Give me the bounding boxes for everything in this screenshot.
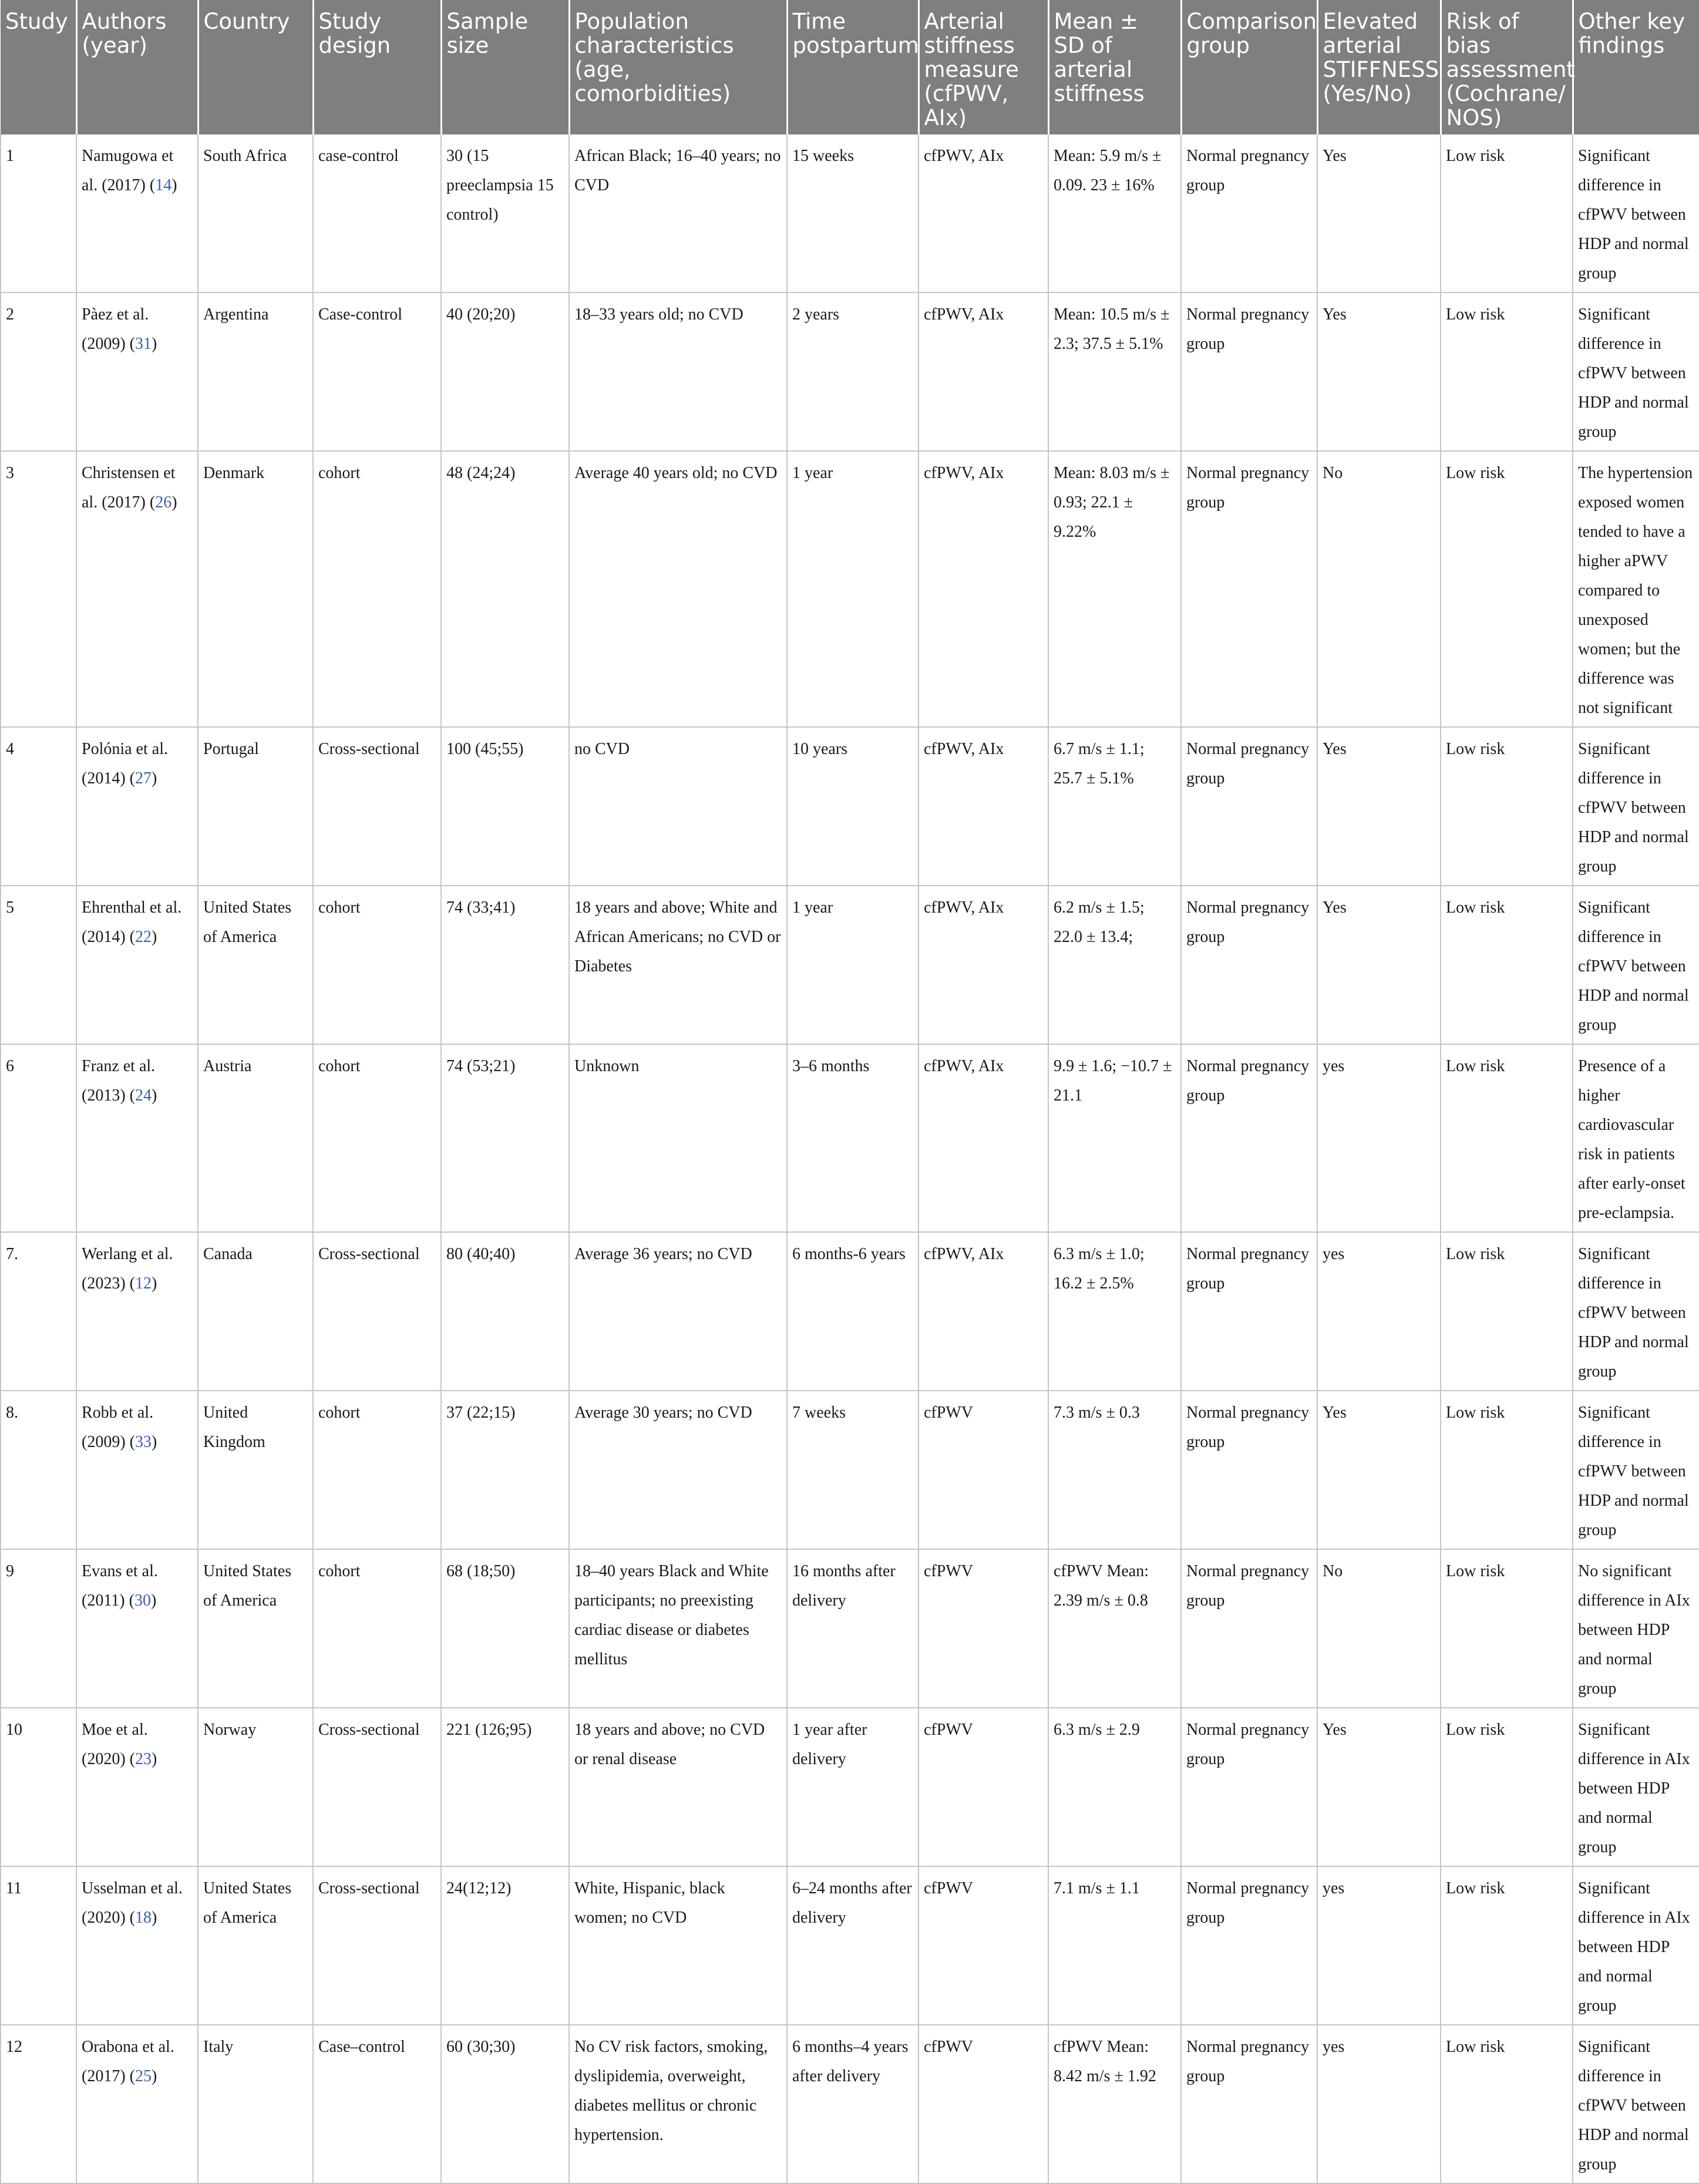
comparison-cell: Normal pregnancy group: [1181, 1391, 1317, 1549]
elevated-cell: Yes: [1317, 292, 1441, 451]
findings-cell: Presence of a higher cardiovascular risk in patients after early-onset pre-eclampsia.: [1573, 1044, 1699, 1232]
elevated-cell: yes: [1317, 1232, 1441, 1391]
time-postpartum-cell: 1 year: [787, 451, 919, 727]
design-cell: cohort: [313, 1391, 441, 1549]
time-postpartum-cell: 16 months after delivery: [787, 1549, 919, 1708]
header-comparison-group: Comparison group: [1181, 0, 1317, 134]
mean-sd-cell: cfPWV Mean: 8.42 m/s ± 1.92: [1048, 2025, 1181, 2183]
reference-link[interactable]: 33: [134, 1433, 152, 1451]
reference-link[interactable]: 22: [134, 928, 152, 946]
reference-link[interactable]: 14: [155, 176, 172, 194]
elevated-cell: Yes: [1317, 1708, 1441, 1866]
country-cell: Denmark: [198, 451, 313, 727]
reference-link[interactable]: 26: [155, 493, 172, 511]
author-text: Usselman et al. (2020) (: [82, 1879, 183, 1927]
reference-link[interactable]: 30: [134, 1591, 151, 1610]
authors-cell: [76, 886, 198, 1044]
authors-cell: [76, 1391, 198, 1549]
country-cell: United States of America: [198, 886, 313, 1044]
risk-of-bias-cell: Low risk: [1441, 1391, 1573, 1549]
reference-close-paren: ): [151, 1086, 157, 1105]
study-cell: 2: [1, 292, 76, 451]
header-country: Country: [198, 0, 313, 134]
author-text: Pàez et al. (2009) (: [82, 305, 149, 353]
elevated-cell: Yes: [1317, 727, 1441, 886]
findings-cell: Significant difference in cfPWV between HDP and normal group: [1573, 292, 1699, 451]
mean-sd-cell: 7.1 m/s ± 1.1: [1048, 1866, 1181, 2025]
study-cell: 1: [1, 134, 76, 292]
elevated-cell: No: [1317, 1549, 1441, 1708]
design-cell: Cross-sectional: [313, 1708, 441, 1866]
findings-cell: Significant difference in AIx between HDP and normal group: [1573, 1866, 1699, 2025]
reference-link[interactable]: 24: [134, 1086, 152, 1105]
sample-size-cell: 100 (45;55): [441, 727, 569, 886]
sample-size-cell: 74 (33;41): [441, 886, 569, 1044]
author-text: Orabona et al. (2017) (: [82, 2038, 174, 2085]
measure-cell: cfPWV, AIx: [919, 886, 1048, 1044]
comparison-cell: Normal pregnancy group: [1181, 134, 1317, 292]
authors-cell: [76, 1232, 198, 1391]
country-cell: Austria: [198, 1044, 313, 1232]
reference-close-paren: ): [151, 335, 157, 353]
header-mean-sd: Mean ± SD of arterial stiffness: [1048, 0, 1181, 134]
authors-cell: [76, 1708, 198, 1866]
sample-size-cell: 68 (18;50): [441, 1549, 569, 1708]
mean-sd-cell: Mean: 8.03 m/s ± 0.93; 22.1 ± 9.22%: [1048, 451, 1181, 727]
study-cell: 10: [1, 1708, 76, 1866]
elevated-cell: Yes: [1317, 1391, 1441, 1549]
mean-sd-cell: 6.3 m/s ± 2.9: [1048, 1708, 1181, 1866]
time-postpartum-cell: 10 years: [787, 727, 919, 886]
time-postpartum-cell: 6 months–4 years after delivery: [787, 2025, 919, 2183]
study-cell: 8.: [1, 1391, 76, 1549]
comparison-cell: Normal pregnancy group: [1181, 1232, 1317, 1391]
author-text: Franz et al. (2013) (: [82, 1057, 156, 1105]
country-cell: Argentina: [198, 292, 313, 451]
comparison-cell: Normal pregnancy group: [1181, 292, 1317, 451]
sample-size-cell: 24(12;12): [441, 1866, 569, 2025]
design-cell: cohort: [313, 1549, 441, 1708]
reference-close-paren: ): [151, 769, 157, 788]
header-elevated-stiffness: Elevated arterial STIFFNESS (Yes/No): [1317, 0, 1441, 134]
study-cell: 7.: [1, 1232, 76, 1391]
study-cell: 6: [1, 1044, 76, 1232]
population-cell: White, Hispanic, black women; no CVD: [569, 1866, 787, 2025]
risk-of-bias-cell: Low risk: [1441, 727, 1573, 886]
sample-size-cell: 40 (20;20): [441, 292, 569, 451]
header-risk-of-bias: Risk of bias assessment (Cochrane/ NOS): [1441, 0, 1573, 134]
table-row: [1, 1708, 1699, 1866]
findings-cell: Significant difference in cfPWV between HDP and normal group: [1573, 886, 1699, 1044]
measure-cell: cfPWV, AIx: [919, 727, 1048, 886]
time-postpartum-cell: 7 weeks: [787, 1391, 919, 1549]
time-postpartum-cell: 15 weeks: [787, 134, 919, 292]
comparison-cell: Normal pregnancy group: [1181, 1708, 1317, 1866]
table-row: [1, 134, 1699, 292]
author-text: Namugowa et al. (2017) (: [82, 147, 174, 194]
elevated-cell: No: [1317, 451, 1441, 727]
country-cell: Norway: [198, 1708, 313, 1866]
measure-cell: cfPWV, AIx: [919, 292, 1048, 451]
findings-cell: Significant difference in cfPWV between HDP and normal group: [1573, 1232, 1699, 1391]
time-postpartum-cell: 1 year: [787, 886, 919, 1044]
comparison-cell: Normal pregnancy group: [1181, 1549, 1317, 1708]
table-row: [1, 886, 1699, 1044]
findings-cell: Significant difference in cfPWV between HDP and normal group: [1573, 2025, 1699, 2183]
header-sample-size: Sample size: [441, 0, 569, 134]
comparison-cell: Normal pregnancy group: [1181, 1044, 1317, 1232]
population-cell: Average 40 years old; no CVD: [569, 451, 787, 727]
reference-close-paren: ): [151, 2067, 157, 2085]
measure-cell: cfPWV: [919, 1708, 1048, 1866]
header-study-design: Study design: [313, 0, 441, 134]
measure-cell: cfPWV, AIx: [919, 451, 1048, 727]
design-cell: Cross-sectional: [313, 727, 441, 886]
risk-of-bias-cell: Low risk: [1441, 2025, 1573, 2183]
table-row: [1, 451, 1699, 727]
mean-sd-cell: 6.2 m/s ± 1.5; 22.0 ± 13.4;: [1048, 886, 1181, 1044]
risk-of-bias-cell: Low risk: [1441, 451, 1573, 727]
design-cell: cohort: [313, 886, 441, 1044]
population-cell: 18 years and above; White and African Americans; no CVD or Diabetes: [569, 886, 787, 1044]
findings-cell: The hypertension exposed women tended to have a higher aPWV compared to unexposed women; but the difference was not significant: [1573, 451, 1699, 727]
table-body: [1, 134, 1699, 2183]
measure-cell: cfPWV: [919, 1391, 1048, 1549]
risk-of-bias-cell: Low risk: [1441, 1549, 1573, 1708]
reference-close-paren: ): [151, 1433, 157, 1451]
table-row: [1, 1044, 1699, 1232]
authors-cell: [76, 451, 198, 727]
comparison-cell: Normal pregnancy group: [1181, 2025, 1317, 2183]
comparison-cell: Normal pregnancy group: [1181, 1866, 1317, 2025]
population-cell: Average 36 years; no CVD: [569, 1232, 787, 1391]
population-cell: Unknown: [569, 1044, 787, 1232]
measure-cell: cfPWV, AIx: [919, 1232, 1048, 1391]
header-study: Study: [1, 0, 76, 134]
reference-close-paren: ): [151, 928, 157, 946]
sample-size-cell: 60 (30;30): [441, 2025, 569, 2183]
comparison-cell: Normal pregnancy group: [1181, 451, 1317, 727]
measure-cell: cfPWV: [919, 1866, 1048, 2025]
header-time-postpartum: Time postpartum: [787, 0, 919, 134]
design-cell: case-control: [313, 134, 441, 292]
sample-size-cell: 74 (53;21): [441, 1044, 569, 1232]
comparison-cell: Normal pregnancy group: [1181, 886, 1317, 1044]
country-cell: South Africa: [198, 134, 313, 292]
author-text: Evans et al. (2011) (: [82, 1562, 158, 1610]
header-row: [1, 0, 1699, 134]
author-text: Robb et al. (2009) (: [82, 1404, 154, 1451]
risk-of-bias-cell: Low risk: [1441, 292, 1573, 451]
design-cell: Cross-sectional: [313, 1866, 441, 2025]
findings-cell: Significant difference in cfPWV between HDP and normal group: [1573, 1391, 1699, 1549]
reference-link[interactable]: 12: [134, 1274, 152, 1293]
table-row: [1, 292, 1699, 451]
population-cell: 18–33 years old; no CVD: [569, 292, 787, 451]
design-cell: cohort: [313, 1044, 441, 1232]
measure-cell: cfPWV, AIx: [919, 1044, 1048, 1232]
elevated-cell: yes: [1317, 2025, 1441, 2183]
authors-cell: [76, 727, 198, 886]
elevated-cell: Yes: [1317, 886, 1441, 1044]
measure-cell: cfPWV: [919, 2025, 1048, 2183]
population-cell: African Black; 16–40 years; no CVD: [569, 134, 787, 292]
study-cell: 5: [1, 886, 76, 1044]
reference-close-paren: ): [151, 1750, 157, 1768]
mean-sd-cell: Mean: 5.9 m/s ± 0.09. 23 ± 16%: [1048, 134, 1181, 292]
header-population: Population characteristics (age, comorbidities): [569, 0, 787, 134]
population-cell: 18 years and above; no CVD or renal disease: [569, 1708, 787, 1866]
header-other-findings: Other key findings: [1573, 0, 1699, 134]
reference-link[interactable]: 23: [134, 1750, 152, 1768]
risk-of-bias-cell: Low risk: [1441, 1232, 1573, 1391]
design-cell: Case-control: [313, 292, 441, 451]
authors-cell: [76, 1549, 198, 1708]
country-cell: United Kingdom: [198, 1391, 313, 1549]
mean-sd-cell: 6.7 m/s ± 1.1; 25.7 ± 5.1%: [1048, 727, 1181, 886]
mean-sd-cell: Mean: 10.5 m/s ± 2.3; 37.5 ± 5.1%: [1048, 292, 1181, 451]
reference-close-paren: ): [171, 493, 177, 511]
reference-close-paren: ): [151, 1909, 157, 1927]
country-cell: Portugal: [198, 727, 313, 886]
author-text: Werlang et al. (2023) (: [82, 1245, 173, 1293]
author-text: Polónia et al. (2014) (: [82, 740, 168, 788]
time-postpartum-cell: 6–24 months after delivery: [787, 1866, 919, 2025]
authors-cell: [76, 2025, 198, 2183]
risk-of-bias-cell: Low risk: [1441, 1866, 1573, 2025]
reference-close-paren: ): [171, 176, 177, 194]
measure-cell: cfPWV: [919, 1549, 1048, 1708]
design-cell: Cross-sectional: [313, 1232, 441, 1391]
authors-cell: [76, 292, 198, 451]
elevated-cell: Yes: [1317, 134, 1441, 292]
findings-cell: Significant difference in cfPWV between HDP and normal group: [1573, 134, 1699, 292]
country-cell: Canada: [198, 1232, 313, 1391]
author-text: Moe et al. (2020) (: [82, 1721, 148, 1768]
study-cell: 9: [1, 1549, 76, 1708]
author-text: Ehrenthal et al. (2014) (: [82, 898, 182, 946]
study-cell: 12: [1, 2025, 76, 2183]
sample-size-cell: 221 (126;95): [441, 1708, 569, 1866]
risk-of-bias-cell: Low risk: [1441, 1708, 1573, 1866]
sample-size-cell: 37 (22;15): [441, 1391, 569, 1549]
comparison-cell: Normal pregnancy group: [1181, 727, 1317, 886]
findings-cell: No significant difference in AIx between HDP and normal group: [1573, 1549, 1699, 1708]
population-cell: 18–40 years Black and White participants; no preexisting cardiac disease or diabetes mellitus: [569, 1549, 787, 1708]
table-row: [1, 1391, 1699, 1549]
risk-of-bias-cell: Low risk: [1441, 886, 1573, 1044]
reference-close-paren: ): [151, 1274, 157, 1293]
study-cell: 4: [1, 727, 76, 886]
reference-link[interactable]: 31: [134, 335, 152, 353]
risk-of-bias-cell: Low risk: [1441, 134, 1573, 292]
findings-cell: Significant difference in cfPWV between HDP and normal group: [1573, 727, 1699, 886]
table-row: [1, 1232, 1699, 1391]
study-cell: 3: [1, 451, 76, 727]
mean-sd-cell: 6.3 m/s ± 1.0; 16.2 ± 2.5%: [1048, 1232, 1181, 1391]
findings-cell: Significant difference in AIx between HDP and normal group: [1573, 1708, 1699, 1866]
time-postpartum-cell: 1 year after delivery: [787, 1708, 919, 1866]
country-cell: Italy: [198, 2025, 313, 2183]
header-stiffness-measure: Arterial stiffness measure (cfPWV, AIx): [919, 0, 1048, 134]
design-cell: cohort: [313, 451, 441, 727]
sample-size-cell: 30 (15 preeclampsia 15 control): [441, 134, 569, 292]
study-cell: 11: [1, 1866, 76, 2025]
table-row: [1, 1866, 1699, 2025]
header-authors: Authors (year): [76, 0, 198, 134]
risk-of-bias-cell: Low risk: [1441, 1044, 1573, 1232]
population-cell: Average 30 years; no CVD: [569, 1391, 787, 1549]
reference-link[interactable]: 25: [134, 2067, 152, 2085]
authors-cell: [76, 1044, 198, 1232]
table-row: [1, 1549, 1699, 1708]
reference-close-paren: ): [150, 1591, 157, 1610]
population-cell: No CV risk factors, smoking, dyslipidemia, overweight, diabetes mellitus or chronic hypertension.: [569, 2025, 787, 2183]
mean-sd-cell: 7.3 m/s ± 0.3: [1048, 1391, 1181, 1549]
reference-link[interactable]: 18: [134, 1909, 152, 1927]
sample-size-cell: 48 (24;24): [441, 451, 569, 727]
elevated-cell: yes: [1317, 1866, 1441, 2025]
table-row: [1, 2025, 1699, 2183]
time-postpartum-cell: 6 months-6 years: [787, 1232, 919, 1391]
reference-link[interactable]: 27: [134, 769, 152, 788]
country-cell: United States of America: [198, 1866, 313, 2025]
design-cell: Case–control: [313, 2025, 441, 2183]
elevated-cell: yes: [1317, 1044, 1441, 1232]
table-row: [1, 727, 1699, 886]
mean-sd-cell: 9.9 ± 1.6; −10.7 ± 21.1: [1048, 1044, 1181, 1232]
measure-cell: cfPWV, AIx: [919, 134, 1048, 292]
sample-size-cell: 80 (40;40): [441, 1232, 569, 1391]
population-cell: no CVD: [569, 727, 787, 886]
author-text: Christensen et al. (2017) (: [82, 464, 176, 511]
country-cell: United States of America: [198, 1549, 313, 1708]
time-postpartum-cell: 3–6 months: [787, 1044, 919, 1232]
time-postpartum-cell: 2 years: [787, 292, 919, 451]
authors-cell: [76, 1866, 198, 2025]
authors-cell: [76, 134, 198, 292]
mean-sd-cell: cfPWV Mean: 2.39 m/s ± 0.8: [1048, 1549, 1181, 1708]
